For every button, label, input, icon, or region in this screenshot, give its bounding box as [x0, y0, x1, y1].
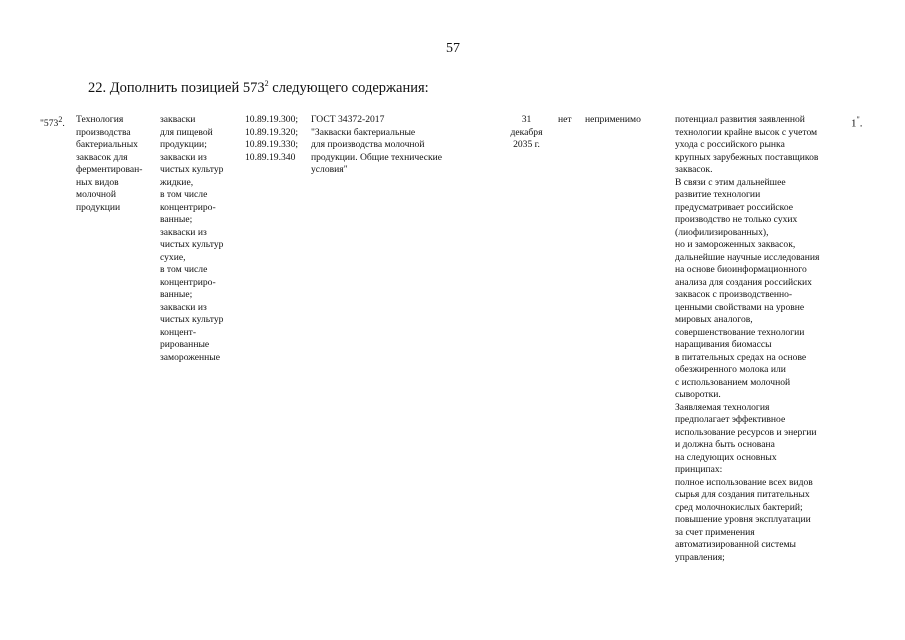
- heading-suffix: следующего содержания:: [268, 79, 429, 96]
- applicability-cell: неприменимо: [585, 114, 641, 125]
- closing-period: .: [859, 117, 863, 130]
- flag-cell: нет: [558, 114, 572, 125]
- products-cell: закваски для пищевой продукции; закваски из чистых культур жидкие, в том числе концентриро- ванные; закваски из чистых культур сухие, в том числе концентриро- ванные; закваски из чистых культур концент- рированные замороженные: [160, 114, 224, 363]
- technology-name-cell: Технология производства бактериальных заквасок для ферментирован- ных видов молочной продукции: [76, 114, 143, 213]
- page-number: 57: [446, 41, 460, 56]
- heading-superscript: 2: [264, 79, 269, 88]
- position-suffix: .: [62, 118, 65, 130]
- position-superscript: 2: [58, 115, 63, 124]
- closing-quote: ": [856, 115, 860, 124]
- last-value: 1: [851, 117, 857, 130]
- okpd-codes-cell: 10.89.19.300; 10.89.19.320; 10.89.19.330; 10.89.19.340: [245, 114, 299, 163]
- standard-cell: ГОСТ 34372-2017 "Закваски бактериальные для производства молочной продукции. Общие технические условия": [311, 114, 443, 175]
- deadline-cell: 31 декабря 2035 г.: [510, 114, 543, 150]
- position-number-cell: [40, 114, 70, 131]
- description-cell: потенциал развития заявленной технологии крайне высок с учетом ухода с российского рынка крупных зарубежных поставщиков заквасок. В связи с этим дальнейшее развитие технологии предусматривает российское производство не только сухих (лиофилизированных), но и замороженных заквасок, дальнейшие научные исследования на основе биоинформационного анализа для создания российских заквасок с производственно- ценными свойствами на уровне мировых аналогов, совершенствование технологии наращивания биомассы в питательных средах на основе обезжиренного молока или с использованием молочной сыворотки. Заявляемая технология предполагает эффективное использование ресурсов и энергии и должна быть основана на следующих основных принципах: полное использование всех видов сырья для создания питательных сред молочнокислых бактерий; повышение уровня эксплуатации за счет применения автоматизированной системы управления;: [675, 114, 820, 563]
- position-prefix: "573: [40, 118, 59, 130]
- heading-prefix: 22. Дополнить позицией 573: [88, 79, 265, 96]
- last-column-cell: [851, 114, 871, 130]
- amendment-heading: [88, 79, 429, 97]
